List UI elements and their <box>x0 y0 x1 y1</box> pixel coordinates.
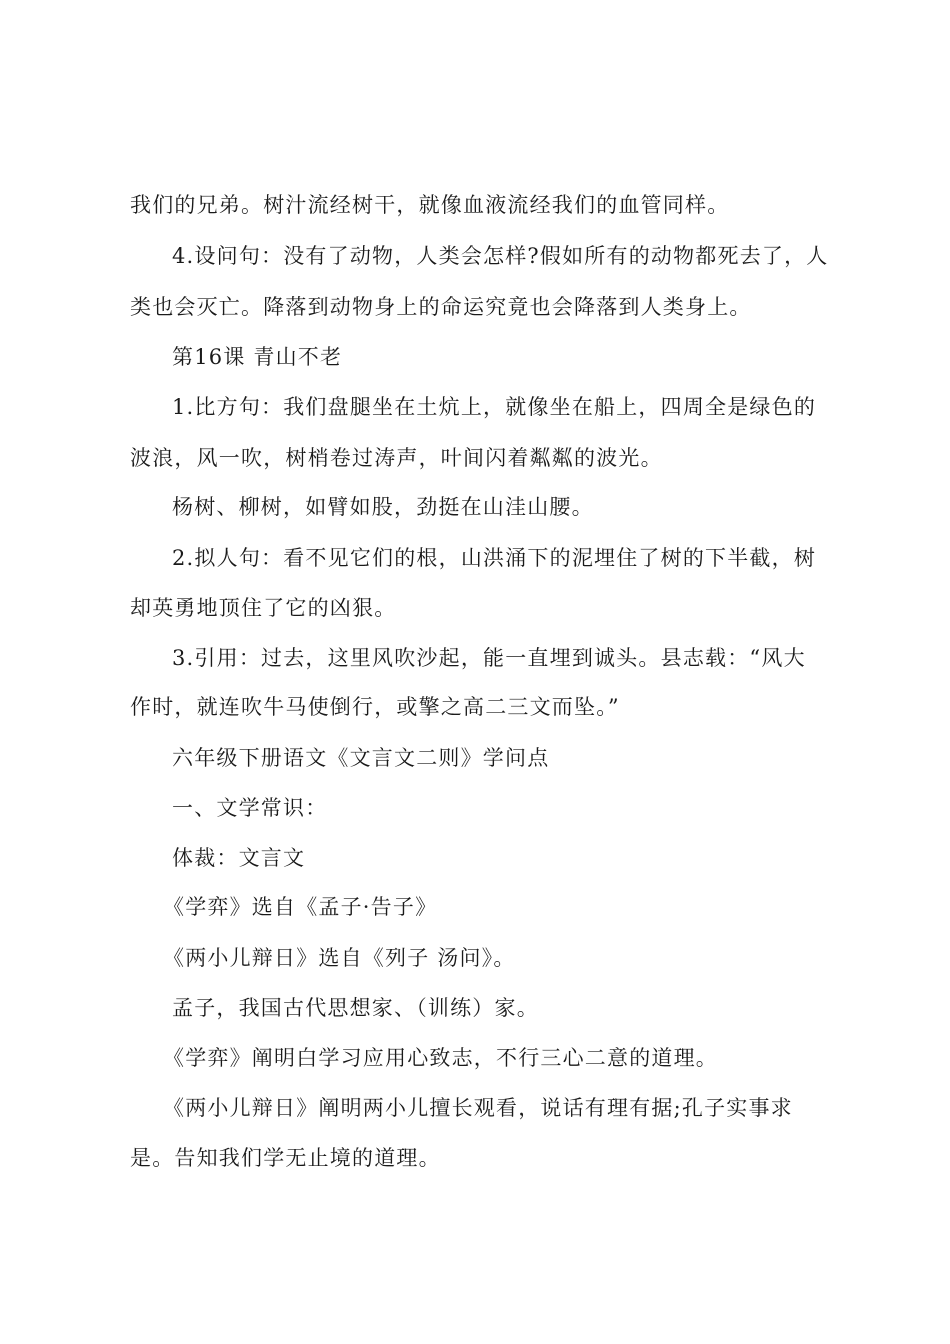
paragraph-line: 却英勇地顶住了它的凶狠。 <box>130 596 397 620</box>
paragraph-line: 《两小儿辩日》选自《列子 汤问》。 <box>163 946 516 970</box>
paragraph-line: 2.拟人句：看不见它们的根，山洪涌下的泥埋住了树的下半截，树 <box>172 546 817 570</box>
section-heading: 六年级下册语文《文言文二则》学问点 <box>172 746 550 770</box>
paragraph-line: 1.比方句：我们盘腿坐在土炕上，就像坐在船上，四周全是绿色的 <box>172 395 817 419</box>
paragraph-line: 我们的兄弟。树汁流经树干，就像血液流经我们的血管同样。 <box>130 193 730 217</box>
paragraph-line: 《学弈》选自《孟子·告子》 <box>163 895 438 919</box>
paragraph-line: 作时，就连吹牛马使倒行，或擎之高二三文而坠。” <box>130 695 620 719</box>
paragraph-line: 波浪，风一吹，树梢卷过涛声，叶间闪着粼粼的波光。 <box>130 446 663 470</box>
paragraph-line: 《两小儿辩日》阐明两小儿擅长观看，说话有理有据;孔子实事求 <box>163 1096 793 1120</box>
paragraph-line: 《学弈》阐明白学习应用心致志，不行三心二意的道理。 <box>163 1046 718 1070</box>
lesson-heading: 第16课 青山不老 <box>172 345 343 369</box>
paragraph-line: 体裁：文言文 <box>172 846 306 870</box>
paragraph-line: 3.引用：过去，这里风吹沙起，能一直埋到诚头。县志载：“风大 <box>172 646 806 670</box>
paragraph-line: 4.设问句：没有了动物，人类会怎样?假如所有的动物都死去了，人 <box>172 244 829 268</box>
paragraph-line: 孟子，我国古代思想家、（训练）家。 <box>172 996 539 1020</box>
paragraph-line: 杨树、柳树，如臂如股，劲挺在山洼山腰。 <box>172 495 594 519</box>
subsection-heading: 一、文学常识： <box>172 796 328 820</box>
paragraph-line: 类也会灭亡。降落到动物身上的命运究竟也会降落到人类身上。 <box>130 295 752 319</box>
paragraph-line: 是。告知我们学无止境的道理。 <box>130 1146 441 1170</box>
